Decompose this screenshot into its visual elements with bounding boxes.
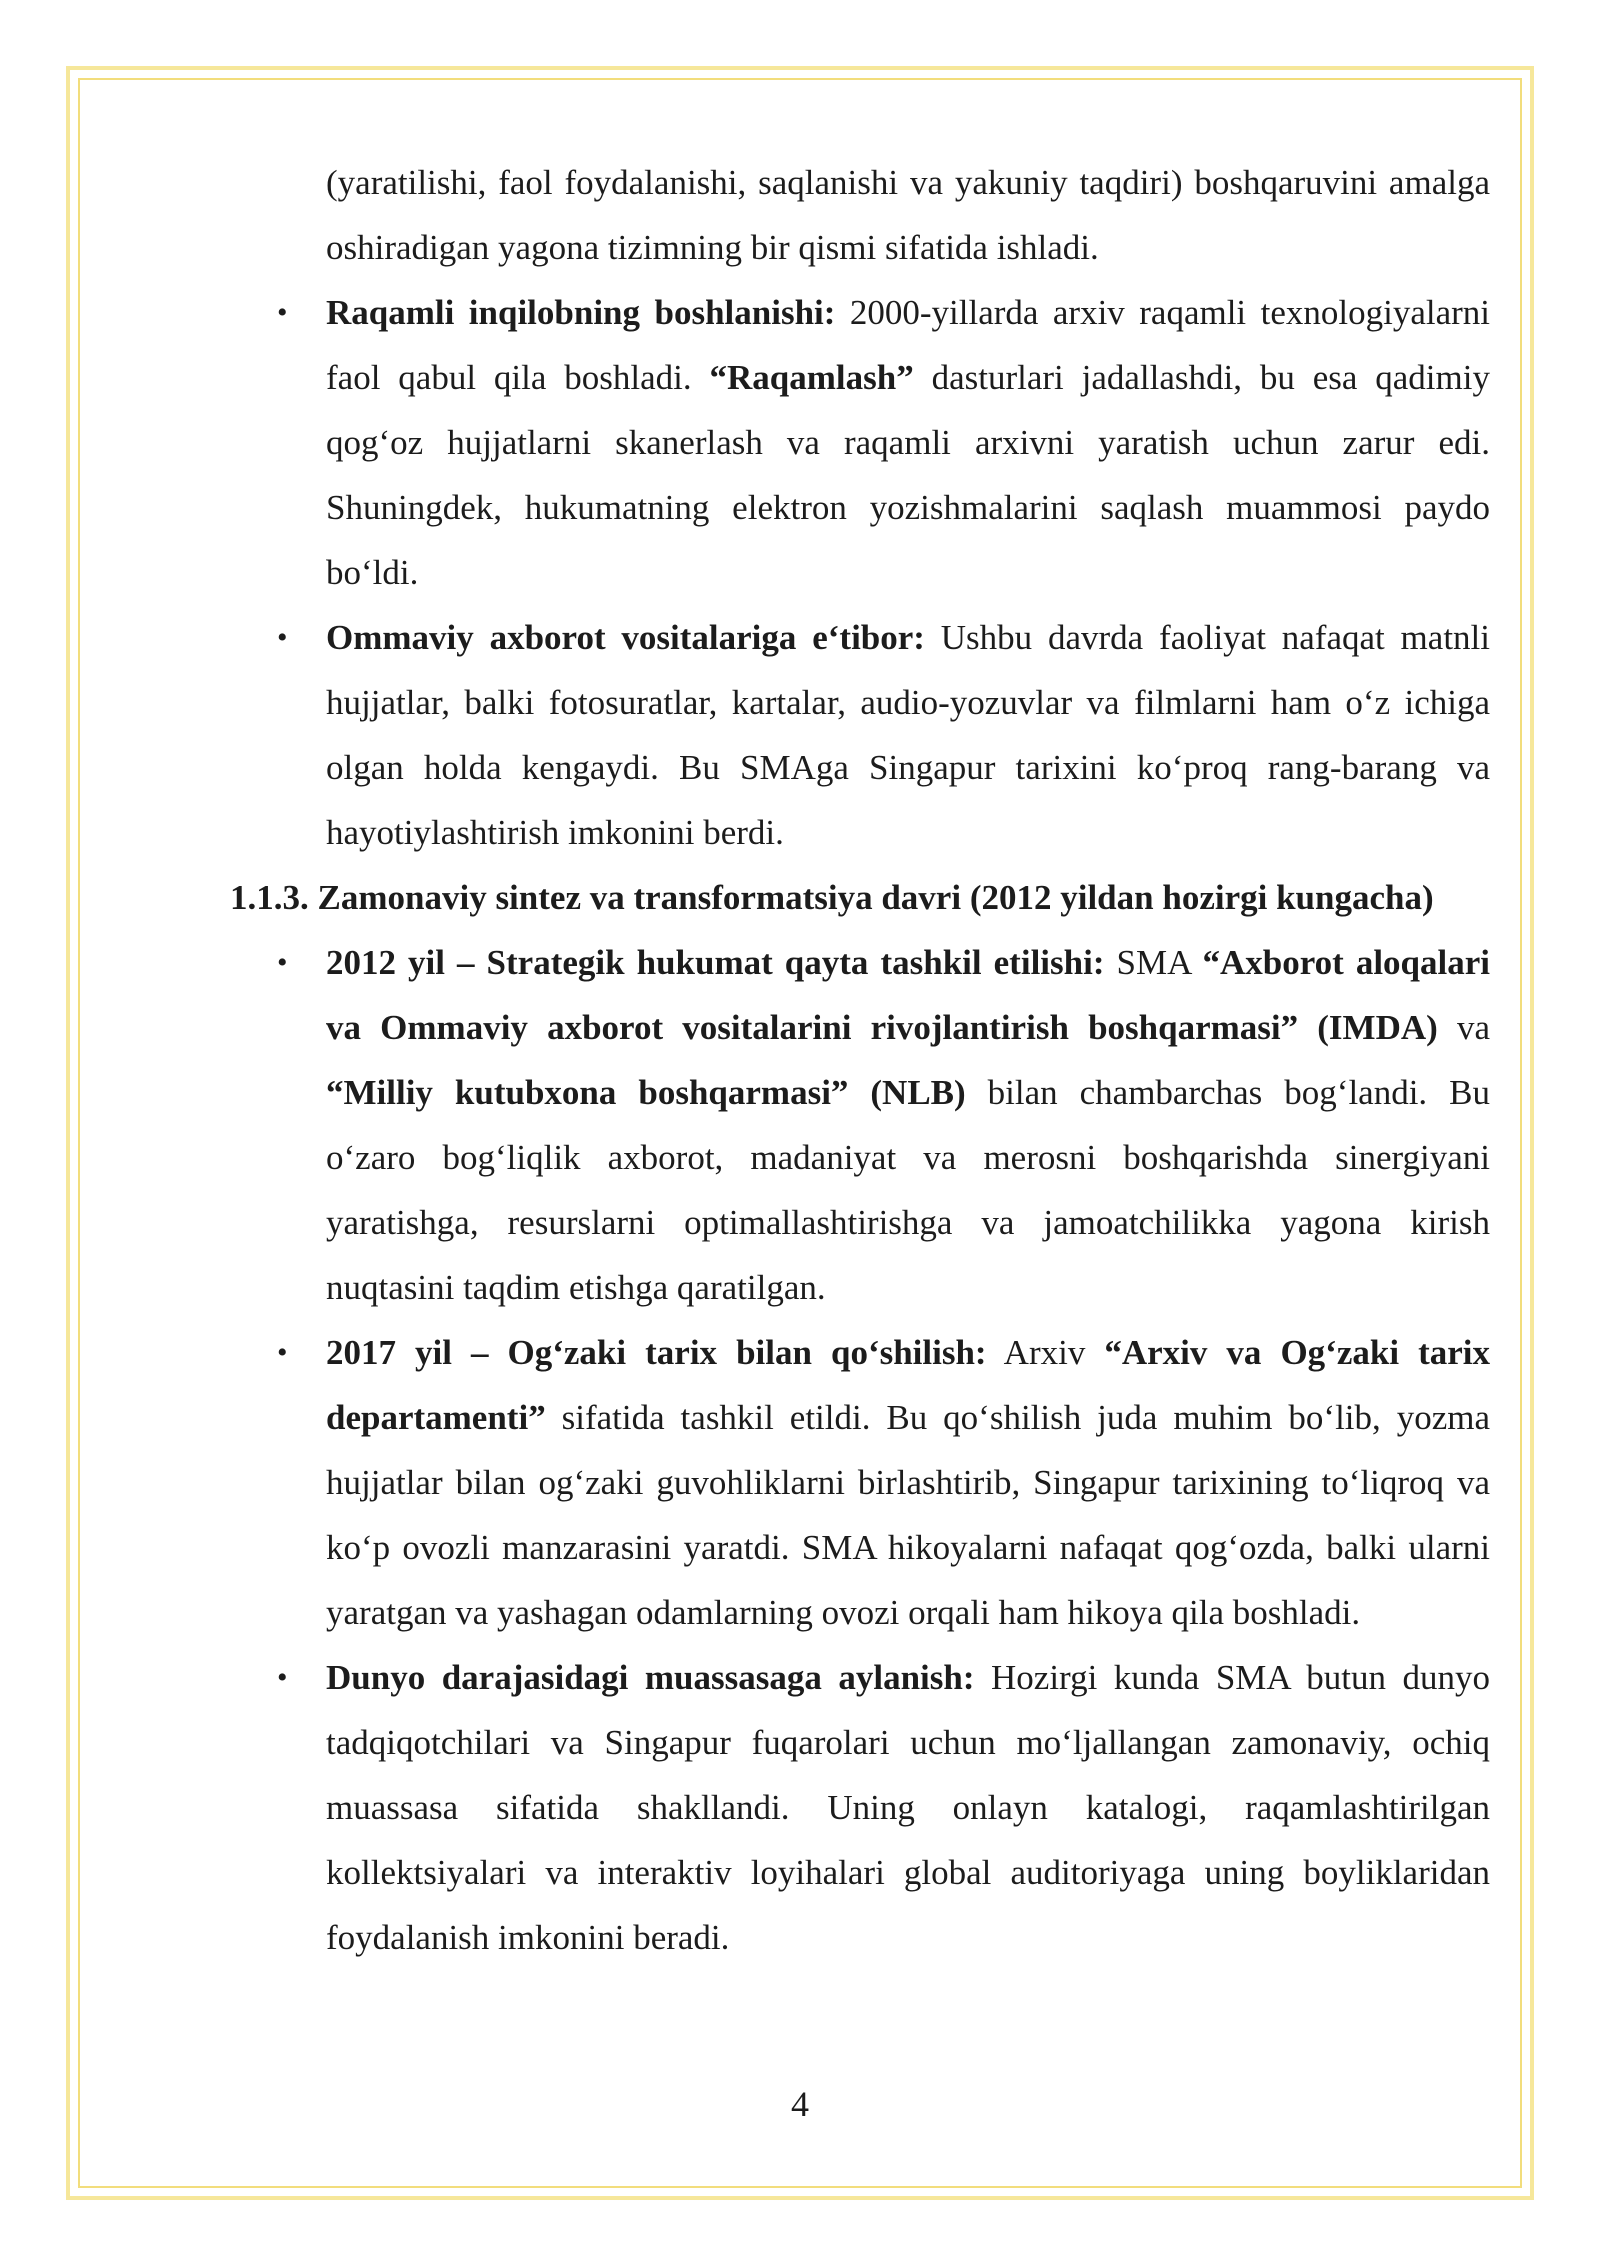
list-item: • 2012 yil – Strategik hukumat qayta tashkil etilishi: SMA “Axborot aloqalari va Ommaviy axborot vositalarini rivojlantirish boshqarmasi” (IMDA) va “Milliy kutubxona boshqarmasi” (NLB) bilan chambarchas bog‘landi. Bu o‘zaro bog‘liqlik axborot, madaniyat va merosni boshqarishda sinergiyani yaratishga, resurslarni optimallashtirishga va jamoatchilikka yagona kirish nuqtasini taqdim etishga qaratilgan. <box>230 930 1490 1320</box>
bullet-icon: • <box>277 296 288 329</box>
bullet-icon: • <box>277 1336 288 1369</box>
bullet-icon: • <box>277 621 288 654</box>
section-heading: 1.1.3. Zamonaviy sintez va transformatsiya davri (2012 yildan hozirgi kungacha) <box>230 878 1434 917</box>
list-item: • Ommaviy axborot vositalariga e‘tibor: Ushbu davrda faoliyat nafaqat matnli hujjatlar, balki fotosuratlar, kartalar, audio-yozuvlar va filmlarni ham o‘z ichiga olgan holda kengaydi. Bu SMAga Singapur tarixini ko‘proq rang-barang va hayotiylashtirish imkonini berdi. <box>230 605 1490 865</box>
continued-paragraph: (yaratilishi, faol foydalanishi, saqlanishi va yakuniy taqdiri) boshqaruvini amalga oshiradigan yagona tizimning bir qismi sifatida ishladi. <box>326 163 1490 267</box>
bullet-icon: • <box>277 946 288 979</box>
page-number: 4 <box>791 2084 809 2124</box>
bullet-icon: • <box>277 1661 288 1694</box>
list-item: • 2017 yil – Og‘zaki tarix bilan qo‘shilish: Arxiv “Arxiv va Og‘zaki tarix departamenti” sifatida tashkil etildi. Bu qo‘shilish juda muhim bo‘lib, yozma hujjatlar bilan og‘zaki guvohliklarni birlashtirib, Singapur tarixining to‘liqroq va ko‘p ovozli manzarasini yaratdi. SMA hikoyalarni nafaqat qog‘ozda, balki ularni yaratgan va yashagan odamlarning ovozi orqali ham hikoya qila boshladi. <box>230 1320 1490 1645</box>
document-body <box>230 150 1490 1970</box>
list-item: • Raqamli inqilobning boshlanishi: 2000-yillarda arxiv raqamli texnologiyalarni faol qabul qila boshladi. “Raqamlash” dasturlari jadallashdi, bu esa qadimiy qog‘oz hujjatlarni skanerlash va raqamli arxivni yaratish uchun zarur edi. Shuningdek, hukumatning elektron yozishmalarini saqlash muammosi paydo bo‘ldi. <box>230 280 1490 605</box>
list-item: • Dunyo darajasidagi muassasaga aylanish: Hozirgi kunda SMA butun dunyo tadqiqotchilari va Singapur fuqarolari uchun mo‘ljallangan zamonaviy, ochiq muassasa sifatida shakllandi. Uning onlayn katalogi, raqamlashtirilgan kollektsiyalari va interaktiv loyihalari global auditoriyaga uning boyliklaridan foydalanish imkonini beradi. <box>230 1645 1490 1970</box>
